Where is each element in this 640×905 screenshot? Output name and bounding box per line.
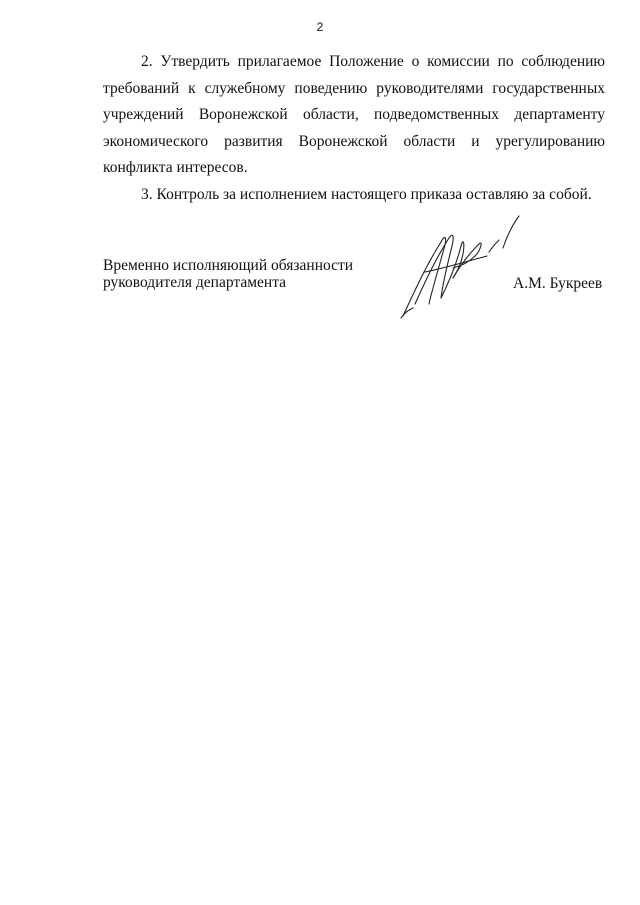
position-line-2: руководителя департамента bbox=[103, 274, 287, 291]
handwritten-signature bbox=[395, 212, 525, 322]
signatory-position bbox=[103, 257, 353, 291]
paragraph-control: 3. Контроль за исполнением настоящего приказа оставляю за собой. bbox=[141, 185, 592, 203]
paragraph-approve-regulation: 2. Утвердить прилагаемое Положение о комиссии по соблюдению требований к служебному поведению руководителями государственных учреждений Воронежской области, подведомственных департаменту экономического развития Воронежской области и урегулированию конфликта интересов. bbox=[103, 53, 605, 176]
position-line-1: Временно исполняющий обязанности bbox=[103, 257, 354, 274]
signer-name: А.М. Букреев bbox=[513, 275, 603, 292]
page-number: 2 bbox=[316, 20, 324, 34]
document-body bbox=[103, 49, 605, 208]
